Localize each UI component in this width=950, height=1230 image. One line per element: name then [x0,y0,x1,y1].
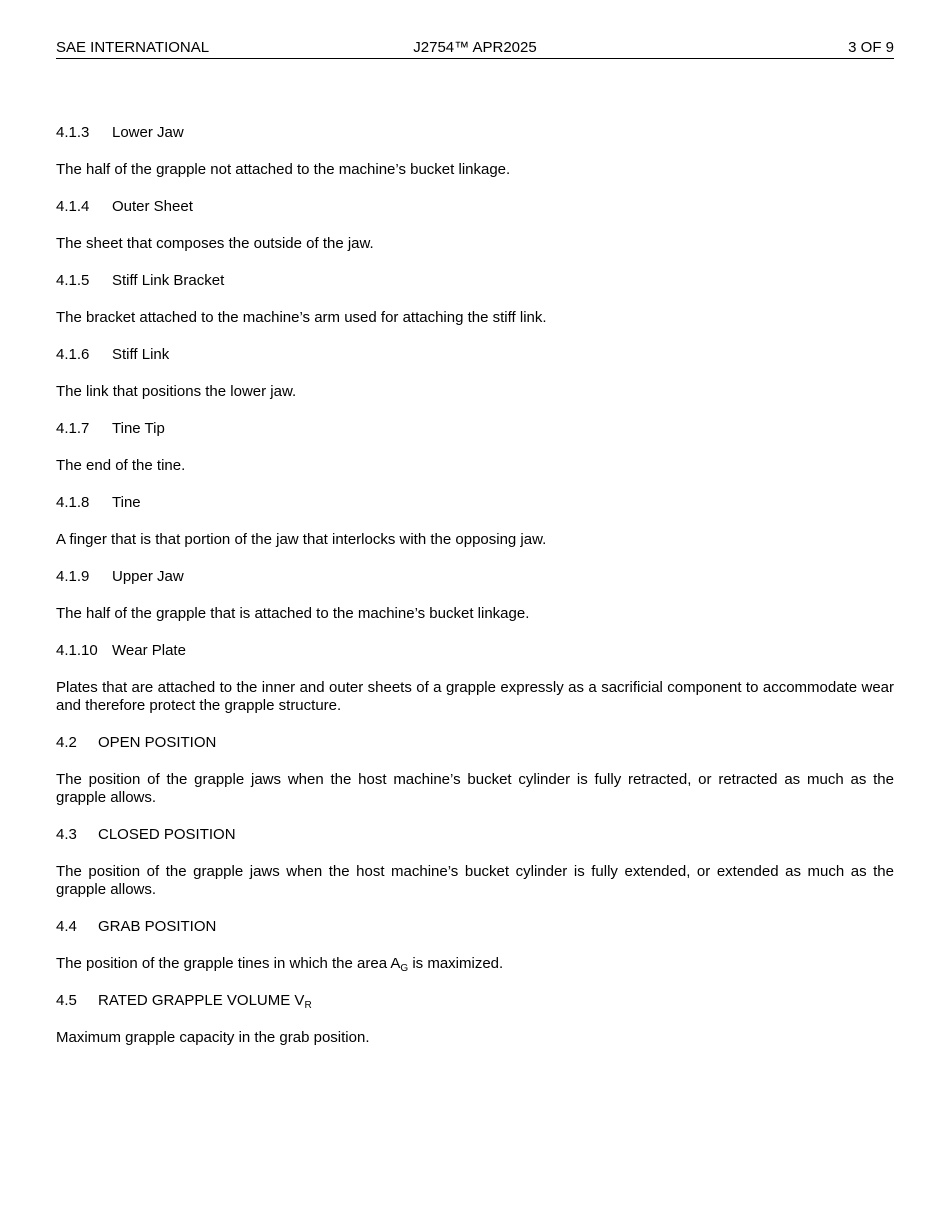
section-heading [56,420,894,438]
section-paragraph: The end of the tine. [56,457,186,474]
section-paragraph: Plates that are attached to the inner and outer sheets of a grapple expressly as a sacrificial component to accommodate wear and therefore protect the grapple structure. [56,679,894,714]
section-number: 4.1.5 [56,272,90,289]
section-number: 4.4 [56,918,77,935]
section-heading [56,272,894,290]
section-title: GRAB POSITION [98,918,217,935]
subscript: G [400,963,409,974]
section-paragraph [56,955,894,973]
section-heading [56,642,894,660]
section-heading [56,992,894,1010]
section-heading [56,494,894,512]
section-paragraph: The half of the grapple not attached to the machine’s bucket linkage. [56,161,511,178]
section-paragraph: Maximum grapple capacity in the grab position. [56,1029,370,1046]
section-title: Outer Sheet [112,198,193,215]
header-doc-id: J2754™ APR2025 [413,39,537,56]
section-number: 4.1.9 [56,568,90,585]
section-title: Stiff Link [112,346,170,363]
section-number: 4.1.10 [56,642,98,659]
section-number: 4.2 [56,734,77,751]
section-title: Stiff Link Bracket [112,272,225,289]
header-org: SAE INTERNATIONAL [56,39,210,56]
section-number: 4.1.6 [56,346,90,363]
section-title: Wear Plate [112,642,186,659]
page-header [56,38,894,59]
section-heading [56,734,894,752]
section-heading [56,826,894,844]
section-title: Lower Jaw [112,124,184,141]
document-body [56,124,894,1066]
section-number: 4.1.3 [56,124,90,141]
section-heading [56,124,894,142]
section-number: 4.3 [56,826,77,843]
section-heading [56,918,894,936]
section-title: Tine Tip [112,420,165,437]
subscript: R [304,1000,312,1011]
paragraph-text: The position of the grapple tines in which the area A [56,955,401,972]
section-paragraph: The position of the grapple jaws when the host machine’s bucket cylinder is fully extended, or extended as much as the grapple allows. [56,863,894,898]
section-title: Upper Jaw [112,568,184,585]
header-page-number: 3 OF 9 [848,39,894,56]
section-heading [56,568,894,586]
section-heading [56,346,894,364]
section-paragraph: The bracket attached to the machine’s arm used for attaching the stiff link. [56,309,547,326]
section-heading [56,198,894,216]
section-number: 4.1.8 [56,494,90,511]
section-paragraph: The sheet that composes the outside of the jaw. [56,235,374,252]
section-number: 4.1.7 [56,420,90,437]
section-number: 4.5 [56,992,77,1009]
section-number: 4.1.4 [56,198,90,215]
section-paragraph: The half of the grapple that is attached to the machine’s bucket linkage. [56,605,530,622]
section-title: OPEN POSITION [98,734,217,751]
section-paragraph: The link that positions the lower jaw. [56,383,297,400]
paragraph-text: is maximized. [408,955,504,972]
section-paragraph: The position of the grapple jaws when the host machine’s bucket cylinder is fully retracted, or retracted as much as the grapple allows. [56,771,894,806]
section-title: Tine [112,494,141,511]
section-paragraph: A finger that is that portion of the jaw that interlocks with the opposing jaw. [56,531,547,548]
section-title: RATED GRAPPLE VOLUME V [98,992,305,1009]
section-title: CLOSED POSITION [98,826,236,843]
